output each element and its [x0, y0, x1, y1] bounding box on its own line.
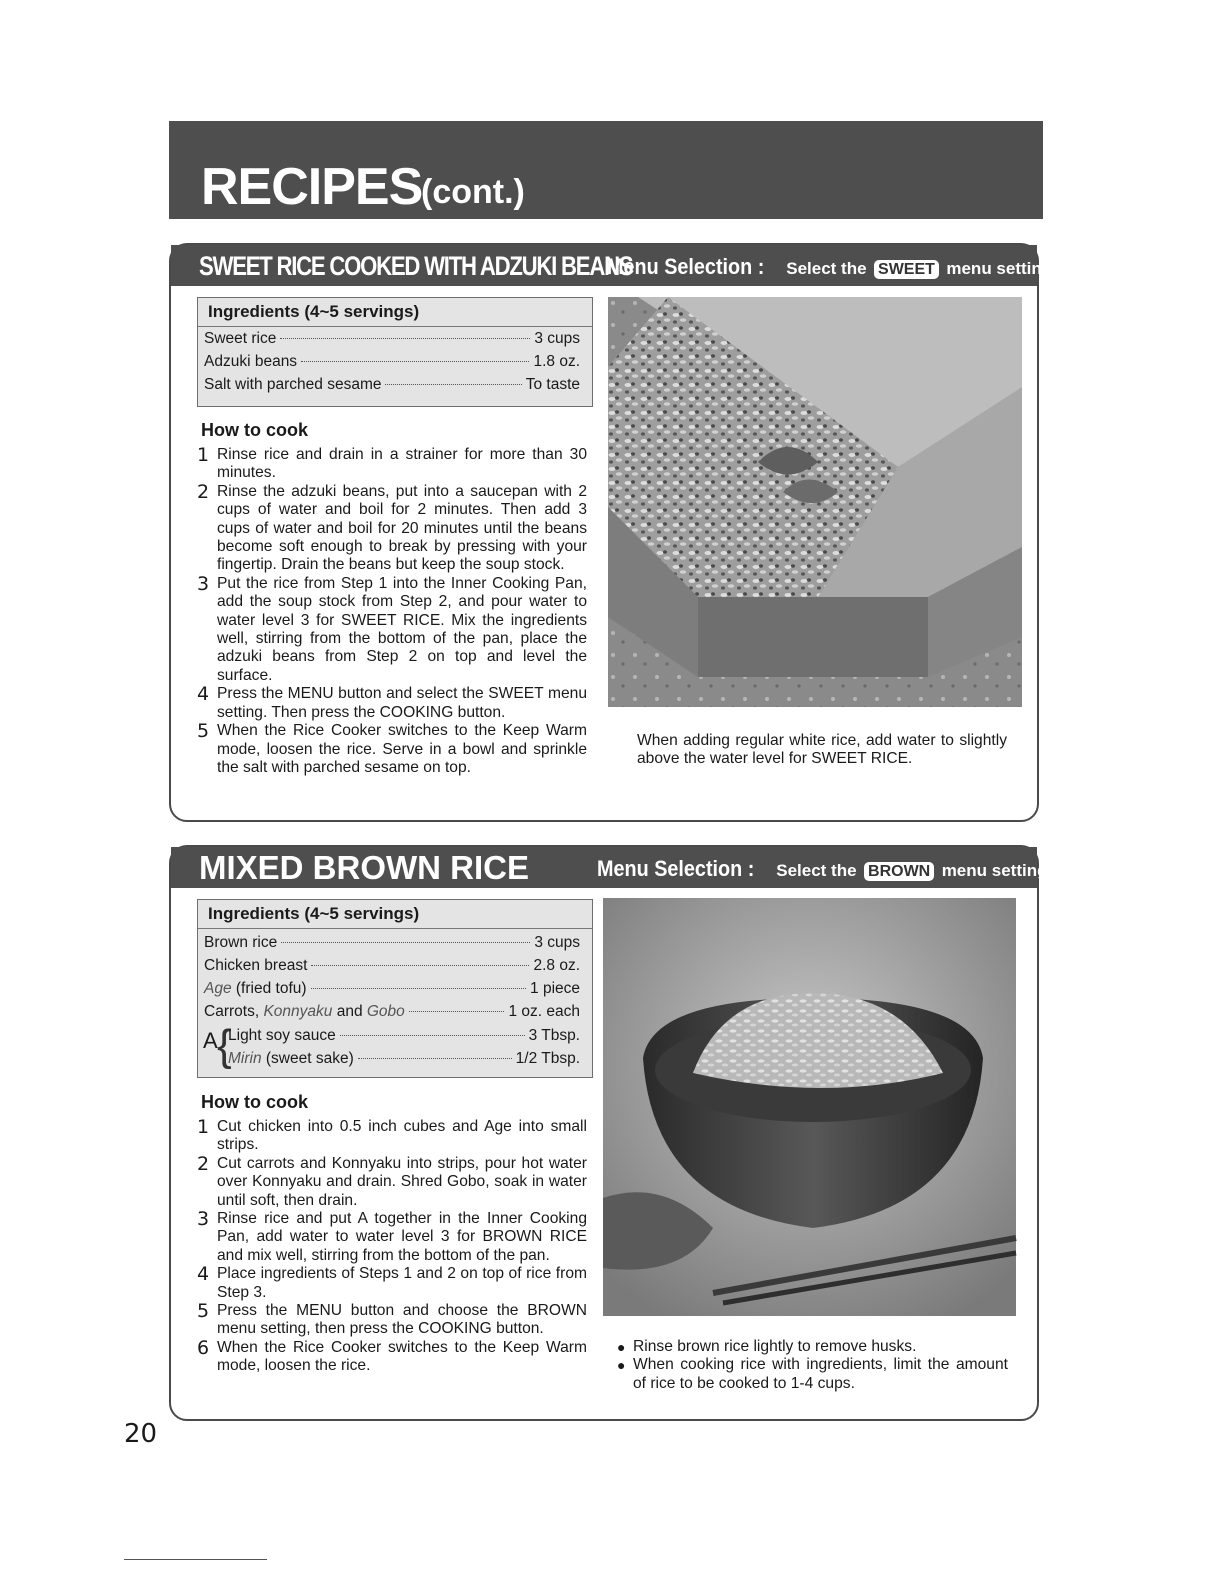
sweet-rice-note: When adding regular white rice, add water to slightly above the water level for SWEET RICE.	[637, 732, 1007, 768]
ingredient-row	[204, 1003, 580, 1021]
ingredient-name: Salt with parched sesame	[204, 376, 382, 393]
ingredients-box	[197, 297, 593, 407]
step-item	[197, 1118, 587, 1155]
ingredients-heading: Ingredients (4~5 servings)	[208, 904, 420, 923]
menu-selection-post: menu setting.	[946, 259, 1057, 278]
page-title-bar	[169, 121, 1043, 219]
ingredient-amount: 1 oz. each	[508, 1003, 580, 1020]
menu-selection-label: Menu Selection :	[607, 254, 765, 279]
step-item	[197, 1302, 587, 1339]
ingredients-heading: Ingredients (4~5 servings)	[208, 302, 420, 321]
ingredient-row	[228, 1027, 580, 1045]
step-text: Rinse rice and put A together in the Inner Cooking Pan, add water to water level 3 for BROWN RICE and mix well, stirring from the bottom of the pan.	[217, 1210, 587, 1264]
ingredient-name: Light soy sauce	[228, 1027, 336, 1044]
note-item	[617, 1338, 1008, 1356]
steps-list	[197, 1118, 587, 1376]
ingredient-name: Chicken breast	[204, 957, 308, 974]
step-number: 4	[197, 1263, 210, 1286]
note-text: Rinse brown rice lightly to remove husks.	[633, 1338, 917, 1355]
menu-badge-brown: BROWN	[864, 862, 934, 881]
ingredient-amount: 1/2 Tbsp.	[515, 1050, 580, 1067]
step-number: 1	[197, 444, 210, 466]
step-item	[197, 446, 587, 483]
step-text: Rinse rice and drain in a strainer for more than 30 minutes.	[217, 446, 587, 482]
step-number: 1	[197, 1116, 210, 1138]
ingredient-row	[228, 1050, 580, 1068]
page-title: RECIPES	[201, 158, 423, 216]
step-item	[197, 1336, 587, 1376]
ingredient-name: Brown rice	[204, 934, 278, 951]
how-to-cook-heading: How to cook	[201, 420, 308, 440]
ingredient-name: Carrots, Konnyaku and Gobo	[204, 1003, 405, 1020]
menu-badge-sweet: SWEET	[874, 260, 939, 279]
ingredient-name: Age (fried tofu)	[204, 980, 307, 997]
menu-selection-post: menu setting.	[941, 861, 1053, 880]
divider	[198, 326, 592, 327]
steps-list	[197, 446, 587, 777]
step-item	[197, 722, 587, 777]
ingredient-name: Adzuki beans	[204, 353, 298, 370]
step-item	[197, 572, 587, 685]
step-number: 3	[197, 572, 210, 595]
step-text: Press the MENU button and select the SWEET menu setting. Then press the COOKING button.	[217, 685, 587, 721]
ingredient-row	[204, 330, 580, 348]
page-number: 20	[124, 1419, 158, 1449]
note-item	[617, 1356, 1008, 1393]
step-text: Cut chicken into 0.5 inch cubes and Age into small strips.	[217, 1118, 587, 1154]
ingredient-amount: To taste	[525, 376, 580, 393]
ingredient-amount: 2.8 oz.	[533, 957, 580, 974]
step-text: Place ingredients of Steps 1 and 2 on top of rice from Step 3.	[217, 1265, 587, 1301]
ingredient-name: Sweet rice	[204, 330, 277, 347]
menu-selection	[607, 254, 1057, 280]
ingredient-amount: 3 cups	[534, 934, 580, 951]
step-number: 3	[197, 1208, 210, 1231]
bullet-icon: ●	[617, 1339, 626, 1355]
step-text: When the Rice Cooker switches to the Keep Warm mode, loosen the rice.	[217, 1338, 587, 1375]
section-header	[171, 245, 1057, 286]
step-item	[197, 1265, 587, 1302]
page-subtitle: (cont.)	[421, 173, 525, 211]
ingredient-amount: 1 piece	[530, 980, 580, 997]
step-text: When the Rice Cooker switches to the Keep Warm mode, loosen the rice. Serve in a bowl and sprinkle the salt with parched sesame on top.	[217, 722, 587, 776]
note-text: When cooking rice with ingredients, limit the amount of rice to be cooked to 1-4 cups.	[633, 1356, 1008, 1392]
step-number: 2	[197, 480, 210, 503]
step-number: 6	[197, 1336, 210, 1359]
ingredient-row	[204, 957, 580, 975]
footer-divider	[124, 1559, 267, 1560]
section-header	[171, 847, 1053, 888]
ingredient-row	[204, 376, 580, 394]
brown-rice-notes	[617, 1338, 1008, 1393]
ingredient-row	[204, 353, 580, 371]
section-title: MIXED BROWN RICE	[199, 849, 529, 886]
brown-rice-photo	[603, 898, 1016, 1316]
menu-selection-pre: Select the	[776, 861, 857, 880]
step-text: Rinse the adzuki beans, put into a saucepan with 2 cups of water and boil for 2 minutes. Then add 3 cups of water and boil for 20 minutes until the beans become soft enough to break by pressing with your fingertip. Drain the beans but keep the soup stock.	[217, 482, 587, 574]
group-label: A	[203, 1028, 218, 1053]
bullet-icon: ●	[617, 1357, 626, 1374]
brown-rice-section	[169, 845, 1053, 1421]
section-title: SWEET RICE COOKED WITH ADZUKI BEANS	[199, 251, 633, 281]
step-item	[197, 1152, 587, 1210]
brace-icon: {	[217, 1021, 232, 1070]
ingredient-row	[204, 980, 580, 998]
ingredient-amount: 3 Tbsp.	[528, 1027, 580, 1044]
step-text: Press the MENU button and choose the BROWN menu setting, then press the COOKING button.	[217, 1302, 587, 1338]
step-item	[197, 685, 587, 722]
menu-selection-pre: Select the	[786, 259, 867, 278]
sweet-rice-section	[169, 243, 1057, 822]
ingredient-row	[204, 934, 580, 952]
divider	[198, 928, 592, 929]
step-text: Cut carrots and Konnyaku into strips, pour hot water over Konnyaku and drain. Shred Gobo, soak in water until soft, then drain.	[217, 1154, 587, 1209]
step-item	[197, 1210, 587, 1265]
ingredient-name: Mirin (sweet sake)	[228, 1050, 354, 1067]
ingredients-box	[197, 899, 593, 1078]
menu-selection	[597, 856, 1052, 882]
how-to-cook-heading: How to cook	[201, 1092, 308, 1112]
ingredient-amount: 1.8 oz.	[533, 353, 580, 370]
step-number: 4	[197, 683, 210, 706]
step-item	[197, 480, 587, 575]
sweet-rice-photo	[608, 297, 1022, 707]
menu-selection-label: Menu Selection :	[597, 856, 755, 881]
step-number: 5	[197, 720, 210, 743]
step-number: 5	[197, 1300, 210, 1323]
ingredient-amount: 3 cups	[534, 330, 580, 347]
step-text: Put the rice from Step 1 into the Inner Cooking Pan, add the soup stock from Step 2, and pour water to water level 3 for SWEET RICE. Mix the ingredients well, stirring from the bottom of the pan, place the adzuki beans from Step 2 on top and level the surface.	[217, 574, 587, 684]
step-number: 2	[197, 1152, 210, 1175]
